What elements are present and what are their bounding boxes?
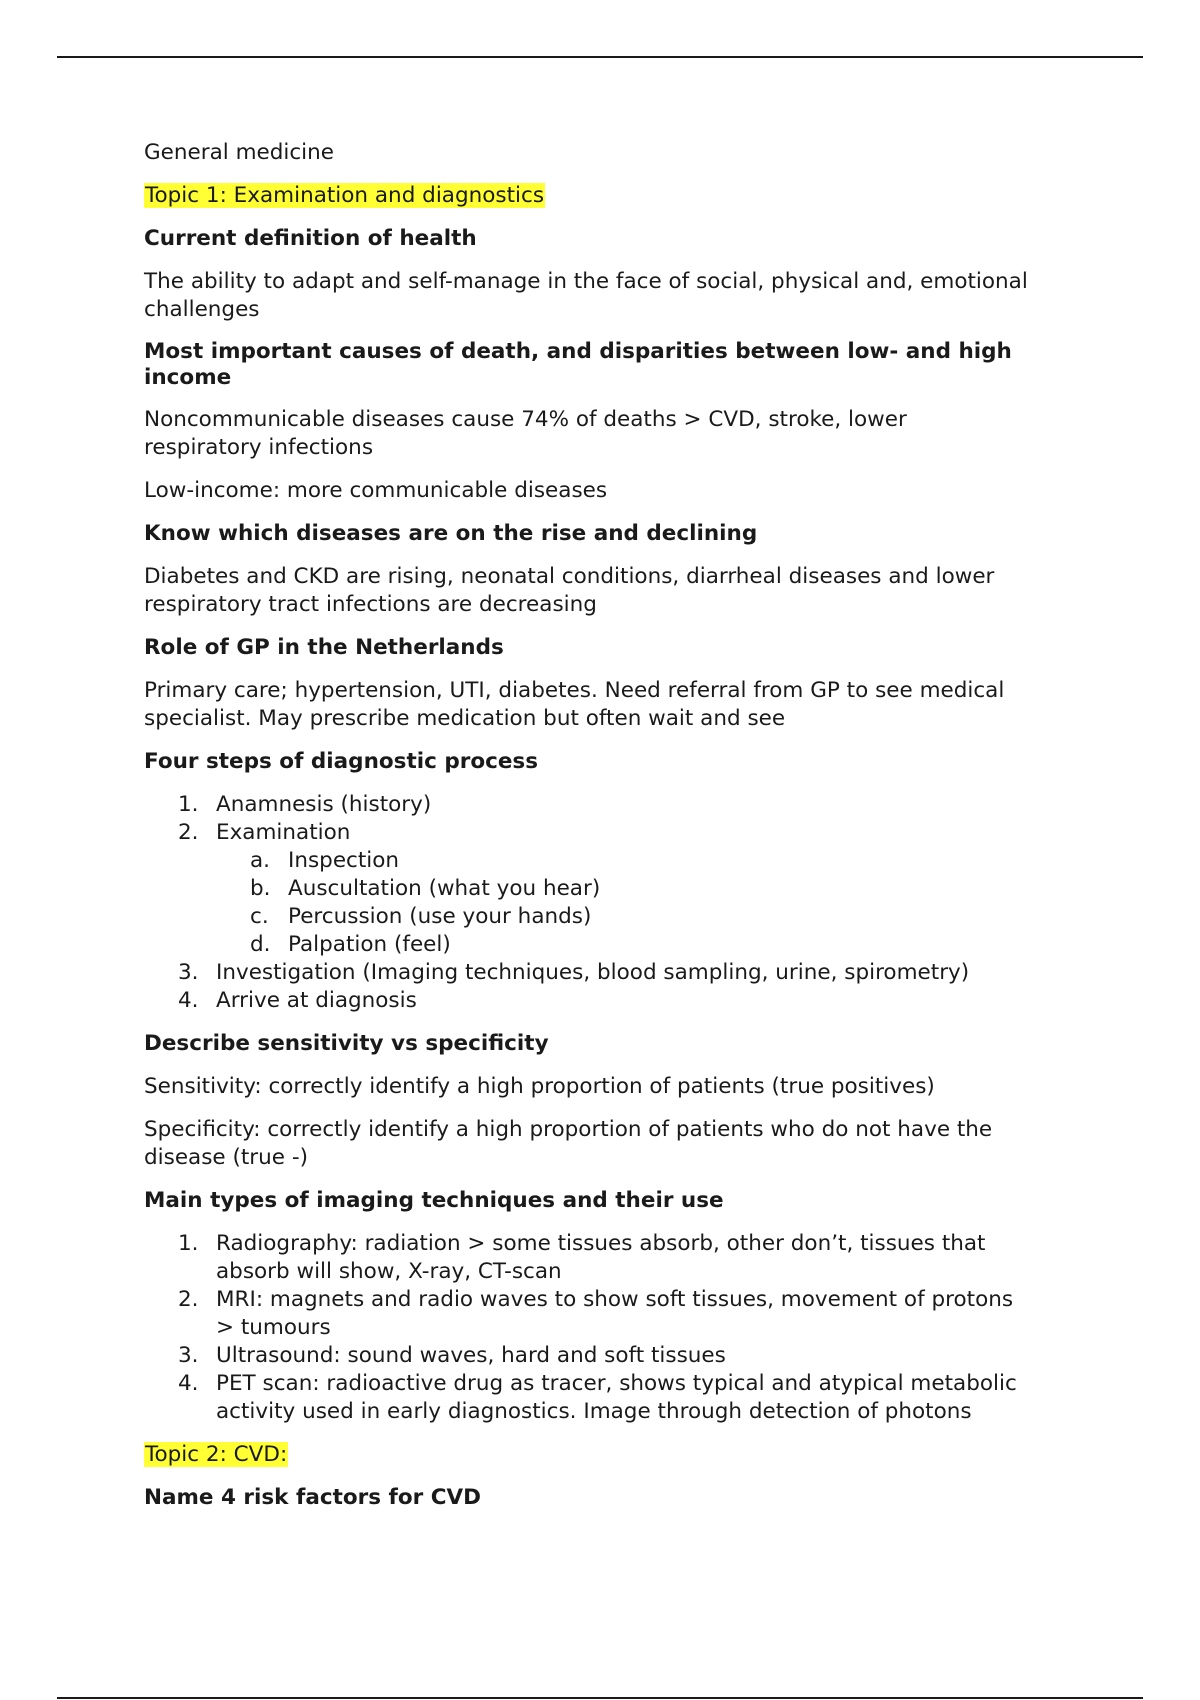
section-heading-disease-trends: Know which diseases are on the rise and declining: [144, 521, 758, 546]
topic-1-label: [144, 182, 1069, 210]
sub-list-item: b. Auscultation (what you hear): [250, 876, 601, 901]
list-item: 2. MRI: magnets and radio waves to show soft tissues, movement of protons > tumours: [178, 1287, 1014, 1340]
imaging-list: [144, 1230, 1069, 1426]
top-rule: [57, 56, 1143, 58]
document-body: [144, 139, 1069, 1512]
bottom-rule: [57, 1697, 1143, 1699]
diagnostic-steps-list-cont: [144, 959, 1069, 1015]
section-heading-cvd-risk: Name 4 risk factors for CVD: [144, 1485, 481, 1510]
sub-list-item: a. Inspection: [250, 848, 400, 873]
list-item: 2. Examination: [178, 820, 351, 845]
section-heading-sens-spec: Describe sensitivity vs specificity: [144, 1031, 549, 1056]
list-item: 1. Radiography: radiation > some tissues absorb, other don’t, tissues that absorb will show, X-ray, CT-scan: [178, 1231, 986, 1284]
section-heading-diagnostic-steps: Four steps of diagnostic process: [144, 749, 539, 774]
list-item: 1. Anamnesis (history): [178, 792, 432, 817]
section-text-sensitivity: Sensitivity: correctly identify a high proportion of patients (true positives): [144, 1074, 935, 1099]
sub-list-item: d. Palpation (feel): [250, 932, 451, 957]
highlight: Topic 2: CVD:: [145, 1442, 288, 1467]
diagnostic-steps-list: [144, 791, 1069, 847]
section-text-causes-death: Noncommunicable diseases cause 74% of deaths > CVD, stroke, lower respiratory infections: [144, 407, 907, 460]
section-heading-gp-role: Role of GP in the Netherlands: [144, 635, 504, 660]
examination-sublist: [144, 847, 1069, 959]
list-item: 3. Investigation (Imaging techniques, blood sampling, urine, spirometry): [178, 960, 970, 985]
list-item: 4. Arrive at diagnosis: [178, 988, 417, 1013]
section-text-gp-role: Primary care; hypertension, UTI, diabetes. Need referral from GP to see medical specialist. May prescribe medication but often wait and see: [144, 678, 1005, 731]
section-text-health: The ability to adapt and self-manage in the face of social, physical and, emotional challenges: [144, 269, 1028, 322]
highlight: Topic 1: Examination and diagnostics: [145, 183, 545, 208]
section-text-low-income: Low-income: more communicable diseases: [144, 478, 608, 503]
section-heading-health: Current definition of health: [144, 226, 477, 251]
section-text-specificity: Specificity: correctly identify a high proportion of patients who do not have the disease (true -): [144, 1117, 993, 1170]
section-heading-imaging: Main types of imaging techniques and their use: [144, 1188, 724, 1213]
list-item: 3. Ultrasound: sound waves, hard and soft tissues: [178, 1343, 726, 1368]
section-heading-causes-death: Most important causes of death, and disparities between low- and high income: [144, 339, 1012, 390]
sub-list-item: c. Percussion (use your hands): [250, 904, 592, 929]
topic-2-label: [144, 1441, 1069, 1469]
course-title: General medicine: [144, 140, 335, 165]
section-text-disease-trends: Diabetes and CKD are rising, neonatal conditions, diarrheal diseases and lower respiratory tract infections are decreasing: [144, 564, 995, 617]
list-item: 4. PET scan: radioactive drug as tracer, shows typical and atypical metabolic activity used in early diagnostics. Image through detection of photons: [178, 1371, 1017, 1424]
